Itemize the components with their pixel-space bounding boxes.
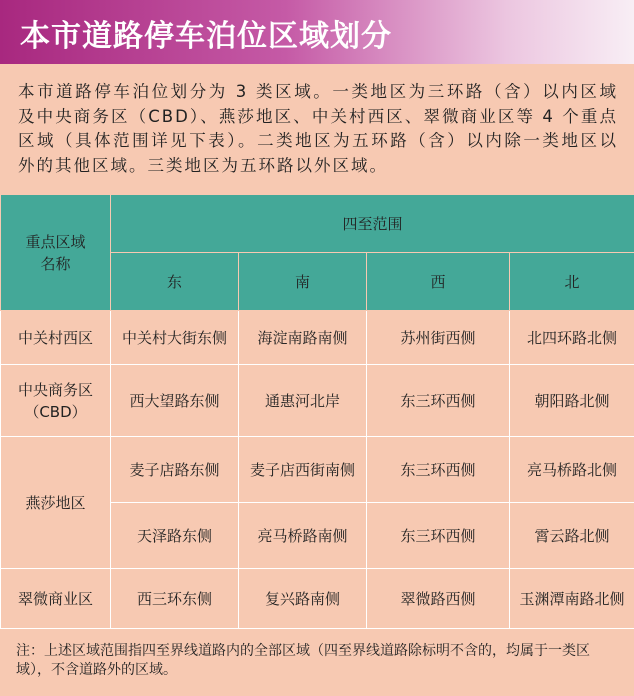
zone-name: 中关村西区 [1,311,111,365]
table-row [1,437,634,503]
table-row [1,365,634,437]
north-boundary: 北四环路北侧 [510,311,634,365]
zone-name: 中央商务区 （CBD） [1,365,111,437]
west-boundary: 东三环西侧 [367,503,510,569]
zone-name: 燕莎地区 [1,437,111,569]
west-boundary: 东三环西侧 [367,437,510,503]
zone-name: 翠微商业区 [1,569,111,629]
north-boundary: 玉渊潭南路北侧 [510,569,634,629]
north-boundary: 亮马桥路北侧 [510,437,634,503]
page-title: 本市道路停车泊位区域划分 [20,19,392,54]
title-bar [0,0,634,64]
north-boundary: 朝阳路北侧 [510,365,634,437]
zone-table [0,194,634,629]
north-boundary: 霄云路北侧 [510,503,634,569]
header-west: 西 [367,253,510,311]
table-row [1,311,634,365]
footnote: 注：上述区域范围指四至界线道路内的全部区域（四至界线道路除标明不含的，均属于一类区域），不含道路外的区域。 [16,643,590,678]
header-range: 四至范围 [111,195,634,253]
header-north: 北 [510,253,634,311]
west-boundary: 东三环西侧 [367,365,510,437]
east-boundary: 西三环东侧 [111,569,239,629]
east-boundary: 天泽路东侧 [111,503,239,569]
header-south: 南 [239,253,367,311]
east-boundary: 麦子店路东侧 [111,437,239,503]
header-zone-name: 重点区域 名称 [1,195,111,311]
south-boundary: 麦子店西街南侧 [239,437,367,503]
south-boundary: 通惠河北岸 [239,365,367,437]
west-boundary: 苏州街西侧 [367,311,510,365]
east-boundary: 西大望路东侧 [111,365,239,437]
table-row [1,569,634,629]
south-boundary: 亮马桥路南侧 [239,503,367,569]
west-boundary: 翠微路西侧 [367,569,510,629]
intro-paragraph: 本市道路停车泊位划分为 3 类区域。一类地区为三环路（含）以内区域及中央商务区（CBD）、燕莎地区、中关村西区、翠微商业区等 4 个重点区域（具体范围详见下表）。二类地区为五环路（含）以内除一类地区以外的其他区域。三类地区为五环路以外区域。 [18,82,618,175]
south-boundary: 海淀南路南侧 [239,311,367,365]
east-boundary: 中关村大街东侧 [111,311,239,365]
south-boundary: 复兴路南侧 [239,569,367,629]
header-east: 东 [111,253,239,311]
